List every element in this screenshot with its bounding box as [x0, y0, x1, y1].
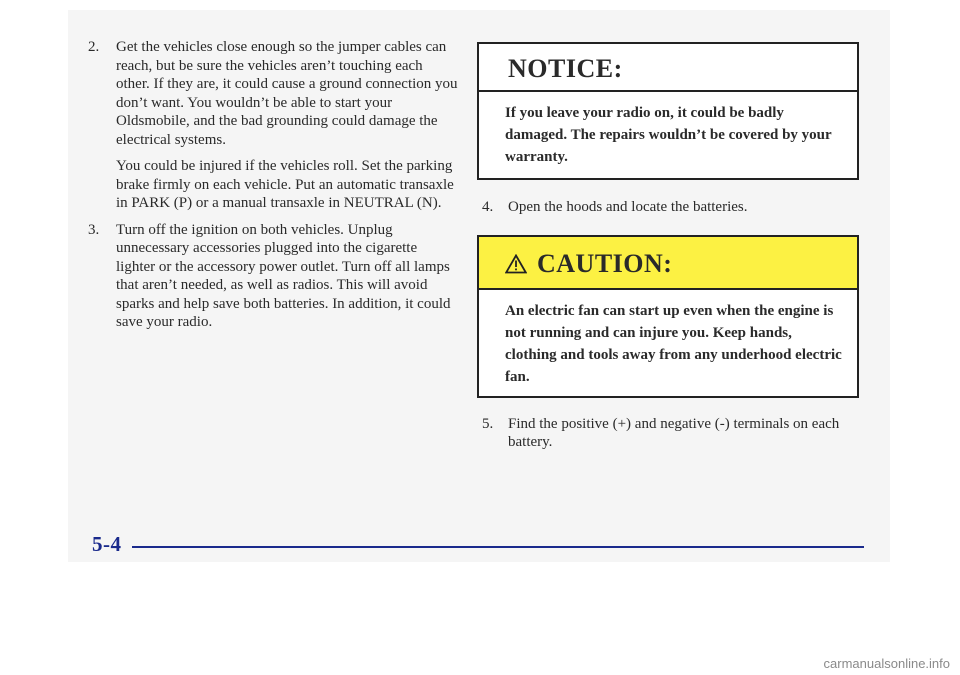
- list-item-5: [482, 415, 859, 451]
- notice-body: If you leave your radio on, it could be badly damaged. The repairs wouldn’t be covered by your warranty.: [505, 105, 832, 165]
- warning-triangle-icon: [505, 254, 527, 274]
- list-item-4: [482, 198, 859, 216]
- item-2-paragraph-1: Get the vehicles close enough so the jumper cables can reach, but be sure the vehicles aren’t touching each other. If they are, it could cause a ground connection you don’t want. You wouldn’t be able to start your Oldsmobile, and the bad grounding could damage the electrical systems.: [116, 39, 458, 148]
- footer-rule: [132, 546, 864, 548]
- page-footer: [92, 532, 864, 557]
- list-item-2: [88, 38, 458, 213]
- caution-header: [479, 237, 857, 290]
- item-5-text: Find the positive (+) and negative (-) terminals on each battery.: [508, 416, 840, 450]
- caution-box: [477, 235, 859, 398]
- notice-heading: NOTICE:: [479, 44, 857, 92]
- item-number: 2.: [88, 39, 100, 55]
- item-number: 3.: [88, 221, 100, 238]
- item-4-text: Open the hoods and locate the batteries.: [508, 199, 748, 215]
- notice-box: [477, 42, 859, 180]
- list-item-3: [88, 221, 458, 332]
- item-2-paragraph-2: You could be injured if the vehicles roll. Set the parking brake firmly on each vehicle. Put an automatic transaxle in PARK (P) or a manual transaxle in NEUTRAL (N).: [116, 158, 454, 211]
- left-column: [88, 38, 458, 340]
- page-number: 5-4: [92, 532, 122, 556]
- watermark: carmanualsonline.info: [823, 656, 950, 671]
- item-3-paragraph: Turn off the ignition on both vehicles. Unplug unnecessary accessories plugged into the cigarette lighter or the accessory power outlet. Turn off all lamps that aren’t needed, as well as radios. This will avoid sparks and help save both batteries. In addition, it could save your radio.: [116, 221, 451, 330]
- caution-heading: CAUTION:: [537, 249, 673, 278]
- item-number: 5.: [482, 416, 494, 432]
- caution-body: An electric fan can start up even when the engine is not running and can injure you. Keep hands, clothing and tools away from any underhood electric fan.: [505, 303, 842, 385]
- right-column: [477, 42, 859, 451]
- item-number: 4.: [482, 199, 494, 215]
